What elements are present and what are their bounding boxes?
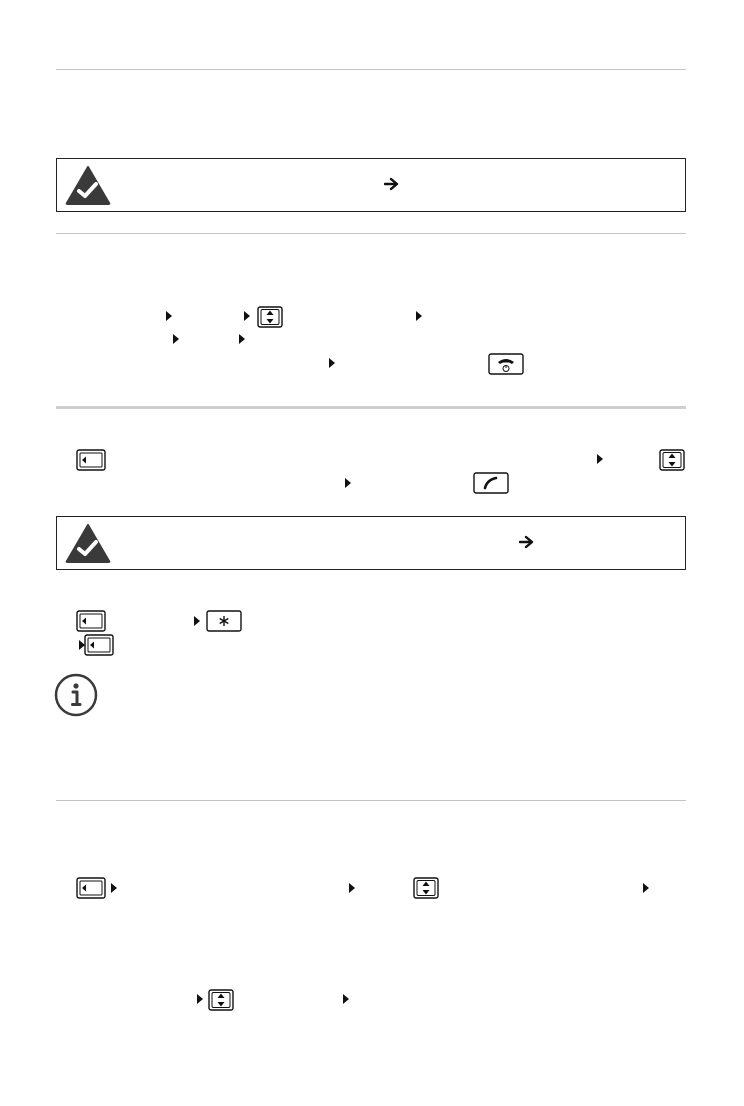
- arrow-right-icon: [519, 534, 535, 550]
- triangle-bullet-icon: [110, 882, 118, 894]
- triangle-bullet-icon: [165, 310, 173, 322]
- info-icon: [54, 673, 98, 717]
- note-box: [56, 516, 686, 570]
- triangle-bullet-icon: [642, 882, 650, 894]
- display-softkey-icon: [84, 634, 114, 656]
- triangle-bullet-icon: [348, 882, 356, 894]
- triangle-bullet-icon: [342, 993, 350, 1005]
- section-divider: [56, 69, 686, 70]
- triangle-bullet-icon: [193, 615, 201, 627]
- arrow-right-icon: [384, 176, 400, 192]
- check-badge-icon: [65, 165, 111, 205]
- triangle-bullet-icon: [344, 477, 352, 489]
- call-key-icon: [473, 472, 509, 494]
- triangle-bullet-icon: [596, 453, 604, 465]
- triangle-bullet-icon: [243, 310, 251, 322]
- up-down-nav-key-icon: [659, 449, 685, 471]
- note-box: [56, 158, 686, 212]
- section-divider: [56, 233, 686, 234]
- up-down-nav-key-icon: [257, 306, 283, 328]
- section-divider: [56, 800, 686, 801]
- triangle-bullet-icon: [415, 310, 423, 322]
- triangle-bullet-icon: [172, 333, 180, 345]
- check-badge-icon: [65, 523, 111, 563]
- up-down-nav-key-icon: [413, 877, 439, 899]
- triangle-bullet-icon: [238, 333, 246, 345]
- section-divider: [56, 406, 686, 409]
- star-key-icon: [206, 610, 242, 632]
- end-call-key-icon: [488, 353, 524, 375]
- display-softkey-icon: [76, 449, 106, 471]
- display-softkey-icon: [76, 877, 106, 899]
- triangle-bullet-icon: [196, 993, 204, 1005]
- up-down-nav-key-icon: [208, 989, 234, 1011]
- triangle-bullet-icon: [328, 357, 336, 369]
- display-softkey-icon: [76, 610, 106, 632]
